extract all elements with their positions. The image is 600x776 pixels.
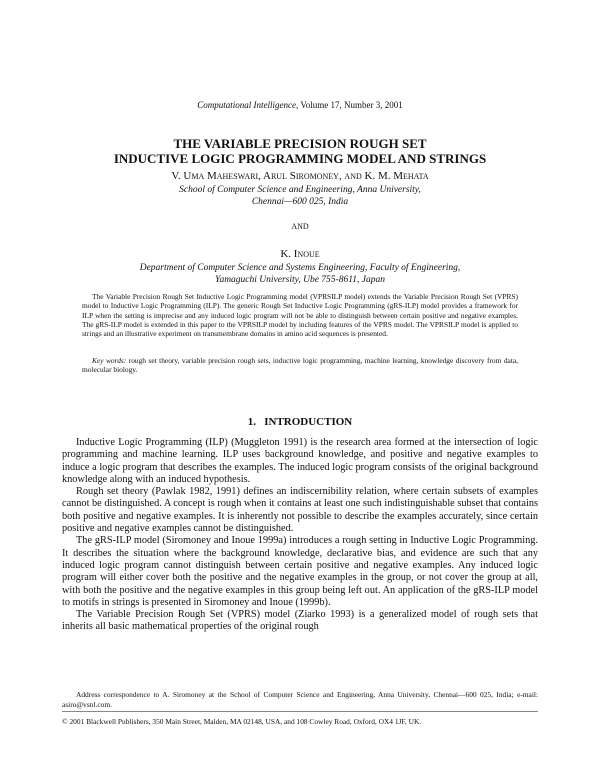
affiliation-2-line-1: Department of Computer Science and Systems Engineering, Faculty of Engineering, [139,263,461,273]
journal-header [0,100,600,110]
abstract: The Variable Precision Rough Set Inductive Logic Programming model (VPRSILP model) extends the Variable Precision Rough Set (VPRS) model to Inductive Logic Programming (ILP). The generic Rough Set Inductive Logic Programming (gRS-ILP) model provides a framework for ILP when the setting is imprecise and any induced logic program will not be able to distinguish between certain positive and negative examples. The gRS-ILP model is extended in this paper to the VPRSILP model by including features of the VPRS model. The VPRSILP model is applied to strings and an illustrative experiment on transmembrane domains in amino acid sequences is presented. [82,292,518,339]
paragraph: The gRS-ILP model (Siromoney and Inoue 1999a) introduces a rough setting in Inductive Logic Programming. It describes the situation where the background knowledge, declarative bias, and evidence are such that any induced logic program cannot distinguish between certain positive and negative examples. Any induced logic program will either cover both the positive and the negative examples in the group, or not cover the group at all, with both the positive and the negative examples in this group being left out. An application of the gRS-ILP model to motifs in strings is presented in Siromoney and Inoue (1999b). [62,535,538,608]
title-line-2: INDUCTIVE LOGIC PROGRAMMING MODEL AND STRINGS [113,151,487,166]
keywords [82,356,518,375]
keywords-label: Key words: [92,356,127,365]
journal-name: Computational Intelligence [197,100,297,110]
body-text [62,437,538,634]
affiliation-1-line-2: Chennai—600 025, India [251,197,349,207]
section-number: 1. [247,416,256,428]
section-title: INTRODUCTION [264,416,353,428]
affiliation-1-line-1: School of Computer Science and Engineering, Anna University, [179,185,421,195]
affiliation-2 [60,262,540,286]
paragraph: Inductive Logic Programming (ILP) (Muggleton 1991) is the research area formed at the intersection of logic programming and machine learning. ILP uses background knowledge, and positive and negative examples to induce a logic program that describes the examples. The induced logic program consists of the original background knowledge along with an induced hypothesis. [62,437,538,485]
title-line-1: THE VARIABLE PRECISION ROUGH SET [173,136,427,151]
correspondence-footnote: Address correspondence to A. Siromoney at the School of Computer Science and Engineering, Anna University, Chennai—600 025, India; e-mail: asiro@vsnl.com. [62,690,538,709]
paper-title [40,136,560,166]
affiliation-2-line-2: Yamaguchi University, Ube 755-8611, Japan [215,275,385,285]
second-author: K. Inoue [280,248,320,260]
copyright-notice: © 2001 Blackwell Publishers, 350 Main Street, Malden, MA 02148, USA, and 108 Cowley Road, Oxford, OX4 1JF, UK. [62,717,422,726]
authors-line: V. Uma Maheswari, Arul Siromoney, and K. M. Mehata [171,170,429,182]
paragraph: Rough set theory (Pawlak 1982, 1991) defines an indiscernibility relation, where certain subsets of examples cannot be distinguished. A concept is rough when it contains at least one such indistinguishable subset that contains both positive and negative examples. It is inherently not possible to describe the examples accurately, since certain positive and negative examples cannot be distinguished. [62,486,538,535]
journal-details: , Volume 17, Number 3, 2001 [296,100,403,110]
section-heading [0,416,600,428]
affiliation-1 [60,184,540,208]
footer-rule [62,711,538,712]
keywords-text: rough set theory, variable precision rough sets, inductive logic programming, machine learning, knowledge discovery from data, molecular biology. [82,356,518,375]
paragraph: The Variable Precision Rough Set (VPRS) model (Ziarko 1993) is a generalized model of rough sets that inherits all basic mathematical properties of the original rough [62,609,538,633]
and-separator: AND [291,222,309,231]
